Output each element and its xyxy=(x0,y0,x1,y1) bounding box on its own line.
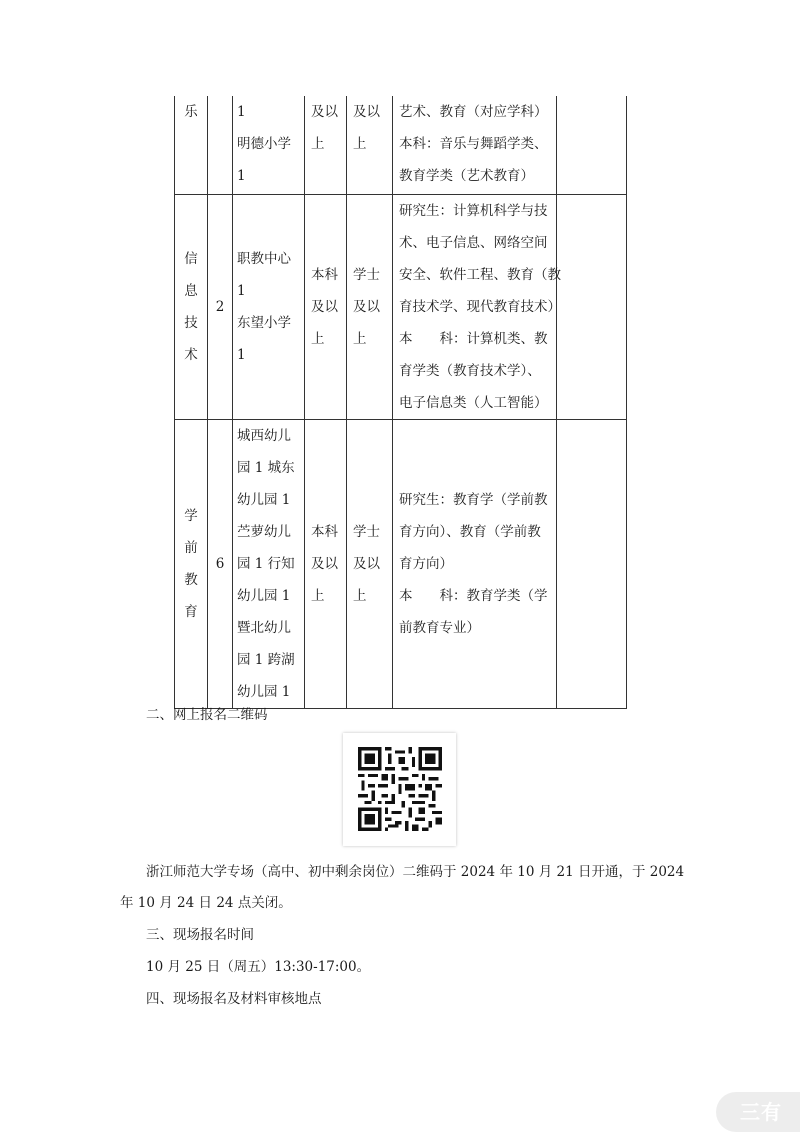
cell-count: 2 xyxy=(208,194,233,419)
cell-schools-line: 幼儿园 1 xyxy=(237,587,291,604)
cell-schools-line: 园 1 跨湖 xyxy=(237,651,295,668)
cell-degree-line: 及以 xyxy=(353,298,380,315)
onsite-time-text: 10 月 25 日（周五）13:30-17:00。 xyxy=(146,959,371,975)
table-row xyxy=(175,96,627,194)
cell-subject-line: 信 xyxy=(184,250,198,267)
cell-degree-line: 学士 xyxy=(353,266,380,283)
qr-code-icon xyxy=(358,747,442,831)
cell-subject xyxy=(175,419,208,708)
cell-schools-line: 1 xyxy=(237,104,246,120)
cell-schools-line: 暨北幼儿 xyxy=(237,619,291,636)
cell-degree-line: 及以 xyxy=(353,104,380,120)
cell-subject-line: 技 xyxy=(184,314,198,331)
cell-schools-line: 园 1 行知 xyxy=(237,555,295,572)
cell-education-line: 及以 xyxy=(311,104,338,120)
cell-majors-line: 育学类（教育技术学）、 xyxy=(399,362,541,379)
cell-education-line: 上 xyxy=(311,330,325,347)
cell-schools-line: 苎萝幼儿 xyxy=(237,523,291,540)
cell-majors-line: 研究生：计算机科学与技 xyxy=(399,202,548,219)
cell-education-line: 本科 xyxy=(311,266,338,283)
cell-schools xyxy=(233,194,305,419)
cell-majors-line: 研究生：教育学（学前教 xyxy=(399,491,548,508)
cell-count xyxy=(208,96,233,194)
cell-majors-line: 艺术、教育（对应学科） xyxy=(399,104,548,120)
cell-subject-line: 育 xyxy=(184,603,198,620)
table-row xyxy=(175,419,627,708)
cell-majors xyxy=(393,419,557,708)
cell-majors-line: 教育学类（艺术教育） xyxy=(399,168,534,184)
cell-subject-line: 术 xyxy=(184,346,198,363)
cell-degree xyxy=(347,96,393,194)
cell-subject-line: 乐 xyxy=(184,104,198,120)
cell-schools xyxy=(233,96,305,194)
cell-degree-line: 学士 xyxy=(353,523,380,540)
cell-majors-line: 前教育专业） xyxy=(399,619,480,636)
cell-degree-line: 及以 xyxy=(353,555,380,572)
cell-degree-line: 上 xyxy=(353,136,367,152)
cell-majors-line: 术、电子信息、网络空间 xyxy=(399,234,548,251)
qr-code[interactable] xyxy=(343,733,456,846)
online-signup-notice-cont: 年 10 月 24 日 24 点关闭。 xyxy=(120,895,292,911)
cell-education xyxy=(305,194,347,419)
cell-education-line: 上 xyxy=(311,587,325,604)
cell-schools-line: 1 xyxy=(237,346,246,363)
cell-schools-line: 幼儿园 1 xyxy=(237,491,291,508)
section-heading-online: 二、网上报名二维码 xyxy=(146,707,268,723)
cell-majors-line: 育技术学、现代教育技术） xyxy=(399,298,561,315)
cell-majors-line: 育方向） xyxy=(399,555,453,572)
cell-schools-line: 东望小学 xyxy=(237,314,291,331)
cell-education-line: 本科 xyxy=(311,523,338,540)
cell-notes xyxy=(557,419,627,708)
cell-subject-line: 学 xyxy=(184,507,198,524)
cell-subject xyxy=(175,194,208,419)
cell-schools-line: 明德小学 xyxy=(237,136,291,152)
cell-degree-line: 上 xyxy=(353,330,367,347)
cell-majors xyxy=(393,194,561,419)
cell-notes xyxy=(557,96,627,194)
cell-schools-line: 职教中心 xyxy=(237,250,291,267)
cell-notes xyxy=(557,194,627,419)
cell-degree xyxy=(347,419,393,708)
cell-education xyxy=(305,96,347,194)
section-heading-onsite-place: 四、现场报名及材料审核地点 xyxy=(146,991,322,1007)
cell-subject-line: 息 xyxy=(184,282,198,299)
section-heading-onsite-time: 三、现场报名时间 xyxy=(146,927,254,943)
cell-education-line: 及以 xyxy=(311,298,338,315)
table-row xyxy=(175,194,627,419)
cell-count: 6 xyxy=(208,419,233,708)
cell-education-line: 及以 xyxy=(311,555,338,572)
cell-schools xyxy=(233,419,305,708)
cell-majors-line: 本 科：教育学类（学 xyxy=(399,587,548,604)
cell-education xyxy=(305,419,347,708)
cell-schools-line: 幼儿园 1 xyxy=(237,683,291,700)
cell-subject xyxy=(175,96,208,194)
recruitment-table xyxy=(174,96,627,709)
online-signup-notice: 浙江师范大学专场（高中、初中剩余岗位）二维码于 2024 年 10 月 21 日开通，于 2024 xyxy=(146,864,685,880)
watermark-badge[interactable]: 三有 xyxy=(716,1092,800,1132)
cell-schools-line: 1 xyxy=(237,282,246,299)
cell-schools-line: 1 xyxy=(237,168,246,184)
cell-subject-line: 前 xyxy=(184,539,198,556)
cell-education-line: 上 xyxy=(311,136,325,152)
cell-majors-line: 本 科：计算机类、教 xyxy=(399,330,548,347)
cell-majors-line: 安全、软件工程、教育（教 xyxy=(399,266,561,283)
cell-subject-line: 教 xyxy=(184,571,198,588)
cell-schools-line: 园 1 城东 xyxy=(237,459,295,476)
cell-degree xyxy=(347,194,393,419)
cell-majors-line: 本科：音乐与舞蹈学类、 xyxy=(399,136,548,152)
cell-schools-line: 城西幼儿 xyxy=(237,427,291,444)
cell-majors-line: 电子信息类（人工智能） xyxy=(399,394,548,411)
cell-majors xyxy=(393,96,557,194)
cell-degree-line: 上 xyxy=(353,587,367,604)
cell-majors-line: 育方向）、教育（学前教 xyxy=(399,523,541,540)
